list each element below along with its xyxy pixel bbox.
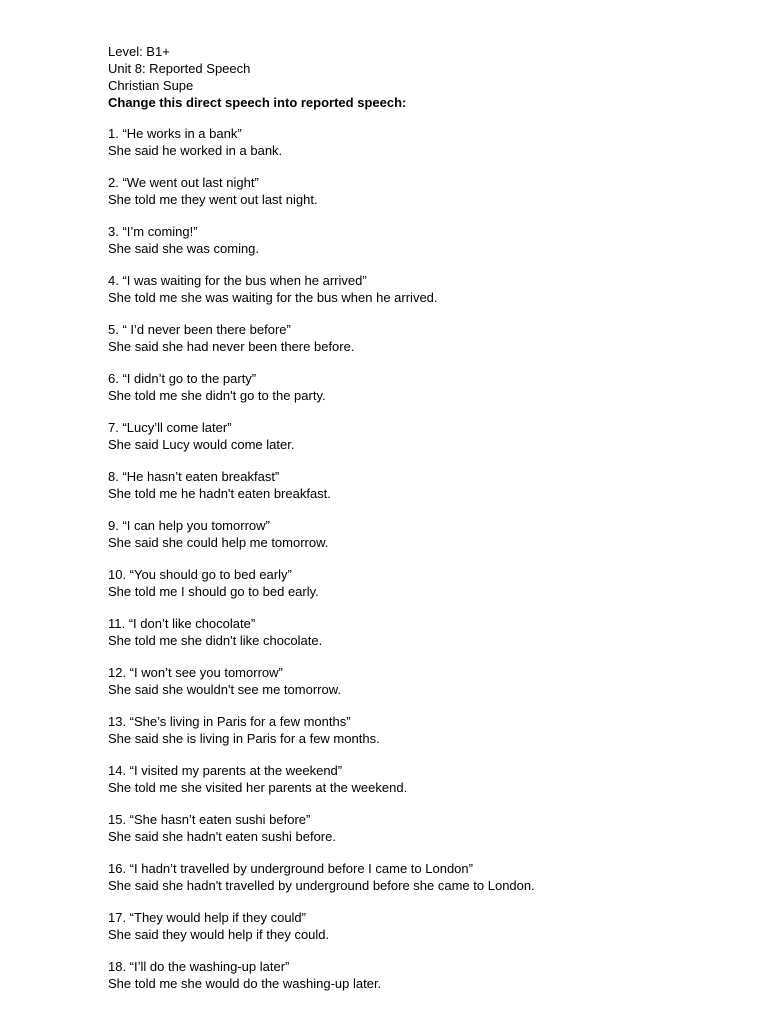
exercise-item (108, 812, 728, 845)
worksheet (108, 43, 728, 1008)
reported-speech: She told me he hadn't eaten breakfast. (108, 485, 331, 501)
direct-speech: 16. “I hadn’t travelled by underground before I came to London” (108, 861, 473, 876)
direct-speech: 7. “Lucy’ll come later” (108, 420, 232, 435)
exercise-item (108, 567, 728, 600)
direct-speech: 5. “ I’d never been there before” (108, 322, 291, 337)
exercise-item (108, 224, 728, 257)
direct-speech: 6. “I didn’t go to the party” (108, 371, 257, 386)
reported-speech: She told me she would do the washing-up later. (108, 975, 382, 991)
direct-speech: 17. “They would help if they could” (108, 910, 306, 925)
reported-speech: She told me she didn't go to the party. (108, 387, 326, 403)
exercise-item (108, 861, 728, 894)
exercise-item (108, 126, 728, 159)
reported-speech: She said Lucy would come later. (108, 436, 295, 452)
exercise-item (108, 322, 728, 355)
exercise-item (108, 714, 728, 747)
exercise-item (108, 616, 728, 649)
unit-title: Unit 8: Reported Speech (108, 61, 251, 76)
exercise-item (108, 175, 728, 208)
reported-speech: She said she hadn't eaten sushi before. (108, 828, 336, 844)
reported-speech: She told me she was waiting for the bus when he arrived. (108, 289, 438, 305)
direct-speech: 15. “She hasn’t eaten sushi before” (108, 812, 311, 827)
direct-speech: 14. “I visited my parents at the weekend” (108, 763, 343, 778)
reported-speech: She said she was coming. (108, 240, 260, 256)
direct-speech: 2. “We went out last night” (108, 175, 259, 190)
direct-speech: 8. “He hasn’t eaten breakfast” (108, 469, 280, 484)
reported-speech: She said she wouldn't see me tomorrow. (108, 681, 341, 697)
reported-speech: She said she could help me tomorrow. (108, 534, 329, 550)
exercise-item (108, 959, 728, 992)
level-label: Level: B1+ (108, 44, 170, 59)
direct-speech: 12. “I won’t see you tomorrow” (108, 665, 283, 680)
direct-speech: 18. “I’ll do the washing-up later” (108, 959, 290, 974)
exercise-item (108, 469, 728, 502)
reported-speech: She said she hadn't travelled by underground before she came to London. (108, 877, 535, 893)
direct-speech: 13. “She’s living in Paris for a few months” (108, 714, 351, 729)
direct-speech: 1. “He works in a bank” (108, 126, 242, 141)
reported-speech: She told me she visited her parents at the weekend. (108, 779, 408, 795)
exercise-item (108, 273, 728, 306)
exercise-item (108, 665, 728, 698)
reported-speech: She told me they went out last night. (108, 191, 318, 207)
exercise-item (108, 763, 728, 796)
worksheet-header (108, 43, 728, 111)
exercise-item (108, 371, 728, 404)
exercise-item (108, 420, 728, 453)
author-name: Christian Supe (108, 78, 194, 93)
direct-speech: 3. “I’m coming!” (108, 224, 198, 239)
direct-speech: 9. “I can help you tomorrow” (108, 518, 270, 533)
exercise-list (108, 126, 728, 992)
reported-speech: She said she is living in Paris for a few months. (108, 730, 380, 746)
reported-speech: She said he worked in a bank. (108, 142, 283, 158)
instruction-heading: Change this direct speech into reported speech: (108, 95, 407, 110)
reported-speech: She told me she didn't like chocolate. (108, 632, 323, 648)
exercise-item (108, 518, 728, 551)
direct-speech: 11. “I don’t like chocolate” (108, 616, 256, 631)
direct-speech: 10. “You should go to bed early” (108, 567, 292, 582)
direct-speech: 4. “I was waiting for the bus when he arrived” (108, 273, 367, 288)
reported-speech: She said they would help if they could. (108, 926, 330, 942)
reported-speech: She told me I should go to bed early. (108, 583, 319, 599)
reported-speech: She said she had never been there before. (108, 338, 355, 354)
exercise-item (108, 910, 728, 943)
